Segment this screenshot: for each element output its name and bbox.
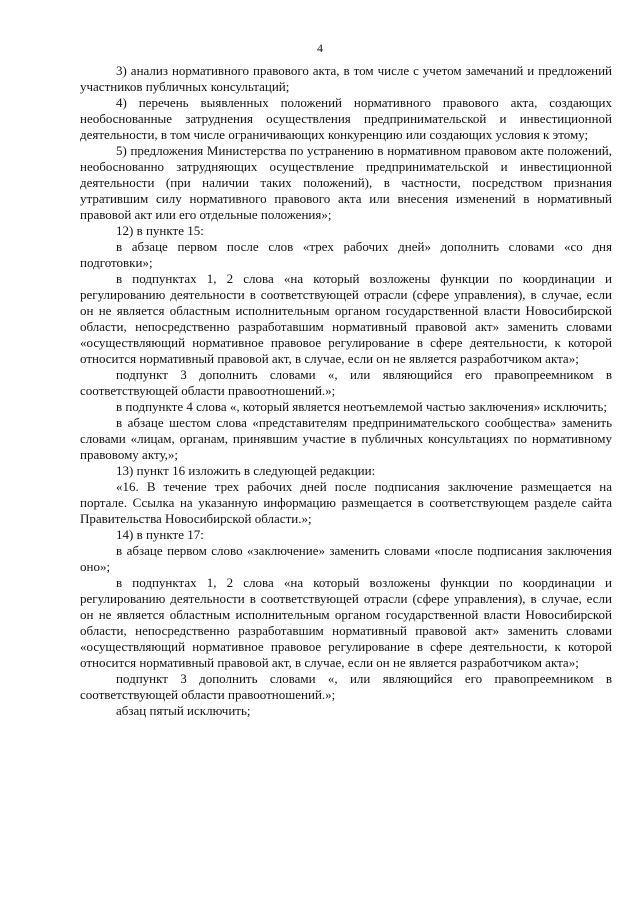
paragraph-11: «16. В течение трех рабочих дней после подписания заключение размещается на портале. Ссылка на указанную информацию размещается в соответствующем разделе сайта Правительства Новосибирской области.»;: [80, 479, 612, 526]
paragraph-14: в подпунктах 1, 2 слова «на который возложены функции по координации и регулированию деятельности в соответствующей отрасли (сфере управления), в случае, если он не является областным исполнительным органом государственной власти Новосибирской области, непосредственно разработавшим нормативный правовой акт» заменить словами «осуществляющий нормативное правовое регулирование в сфере деятельности, к которой относится нормативный правовой акт, в случае, если он не является разработчиком акта»;: [80, 575, 612, 670]
paragraph-2: 4) перечень выявленных положений нормативного правового акта, создающих необоснованные затруднения осуществления предпринимательской и инвестиционной деятельности, в том числе ограничивающих конкуренцию или создающих условия к этому;: [80, 95, 612, 142]
page-number: 4: [317, 41, 323, 55]
paragraph-10: 13) пункт 16 изложить в следующей редакции:: [116, 463, 376, 478]
paragraph-7: подпункт 3 дополнить словами «, или являющийся его правопреемником в соответствующей области правоотношений.»;: [80, 367, 612, 398]
paragraph-5: в абзаце первом после слов «трех рабочих дней» дополнить словами «со дня подготовки»;: [80, 239, 612, 270]
paragraph-6: в подпунктах 1, 2 слова «на который возложены функции по координации и регулированию деятельности в соответствующей отрасли (сфере управления), в случае, если он не является областным исполнительным органом государственной власти Новосибирской области, непосредственно разработавшим нормативный правовой акт» заменить словами «осуществляющий нормативное правовое регулирование в сфере деятельности, к которой относится нормативный правовой акт, в случае, если он не является разработчиком акта»;: [80, 271, 612, 366]
paragraph-15: подпункт 3 дополнить словами «, или являющийся его правопреемником в соответствующей области правоотношений.»;: [80, 671, 612, 702]
paragraph-3: 5) предложения Министерства по устранению в нормативном правовом акте положений, необоснованно затрудняющих осуществление предпринимательской и инвестиционной деятельности (при наличии таких положений), в частности, посредством признания утратившим силу нормативного правового акта или внесения изменений в нормативный правовой акт или его отдельные положения»;: [80, 143, 612, 222]
paragraph-4: 12) в пункте 15:: [116, 223, 204, 238]
paragraph-16: абзац пятый исключить;: [116, 703, 251, 718]
document-body: [80, 63, 612, 719]
paragraph-8: в подпункте 4 слова «, который является неотъемлемой частью заключения» исключить;: [116, 399, 607, 414]
paragraph-12: 14) в пункте 17:: [116, 527, 204, 542]
paragraph-1: 3) анализ нормативного правового акта, в том числе с учетом замечаний и предложений участников публичных консультаций;: [80, 63, 612, 94]
paragraph-13: в абзаце первом слово «заключение» заменить словами «после подписания заключения оно»;: [80, 543, 612, 574]
paragraph-9: в абзаце шестом слова «представителям предпринимательского сообщества» заменить словами «лицам, органам, принявшим участие в публичных консультациях по нормативному правовому акту,»;: [80, 415, 612, 462]
